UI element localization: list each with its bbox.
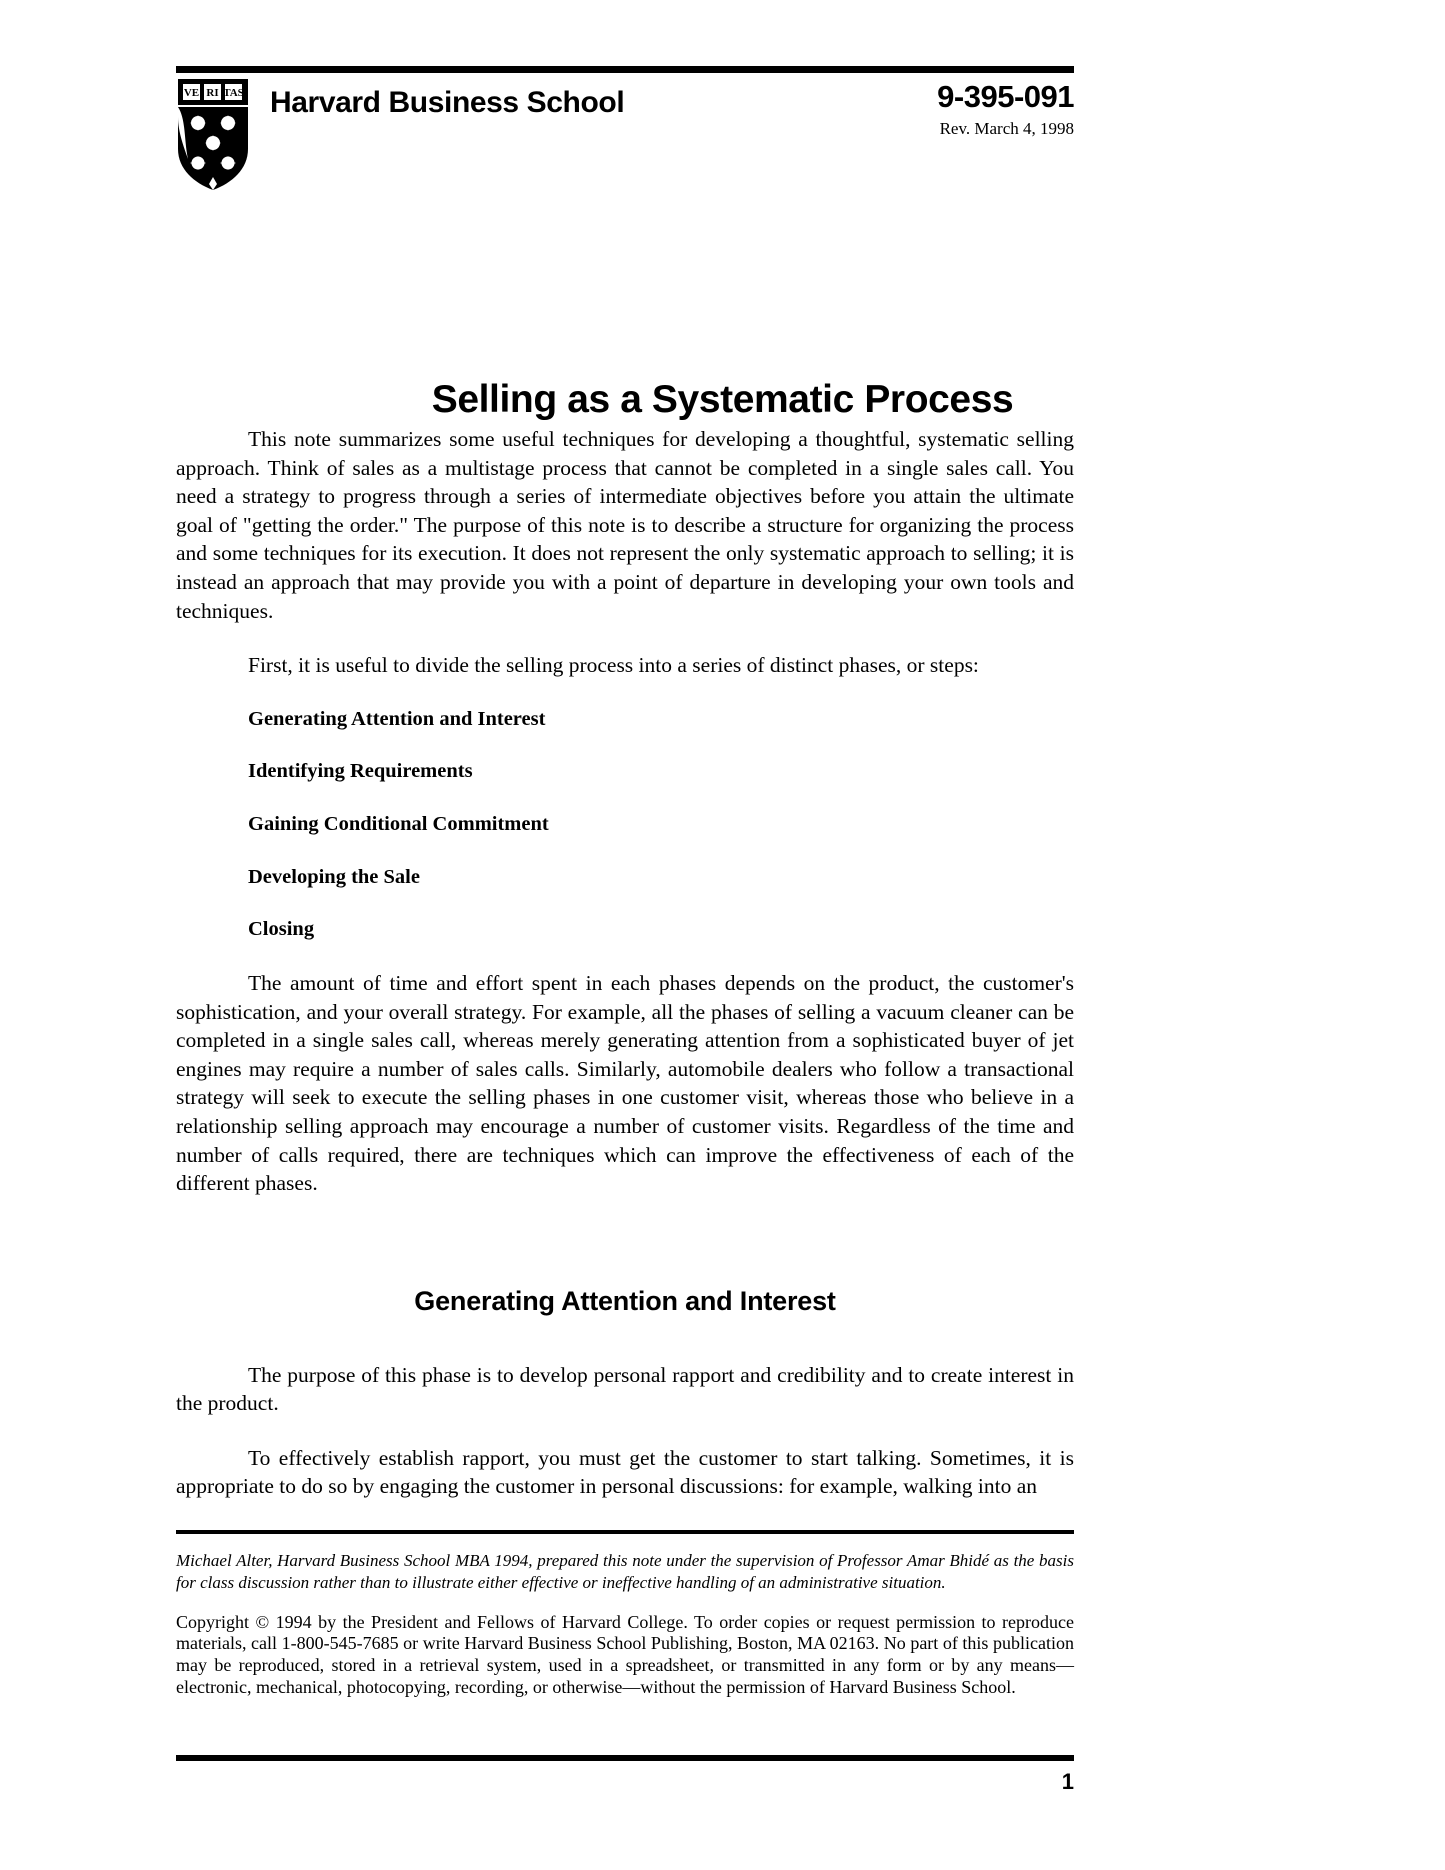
header-top-rule: [176, 66, 1074, 73]
footnote-rule: [176, 1530, 1074, 1534]
paragraph-establish-rapport: To effectively establish rapport, you must get the customer to start talking. Sometimes, it is appropriate to do so by engaging the customer in personal discussions: for example, walking into an: [176, 1445, 1074, 1499]
spacer: [176, 943, 1074, 969]
copyright-notice: Copyright © 1994 by the President and Fellows of Harvard College. To order copies or request permission to reproduce materials, call 1-800-545-7685 or write Harvard Business School Publishing, Boston, MA 02163. No part of this publication may be reproduced, stored in a retrieval system, used in a spreadsheet, or transmitted in any form or by any means—electronic, mechanical, photocopying, recording, or otherwise—without the permission of Harvard Business School.: [176, 1611, 1074, 1698]
list-item: Generating Attention and Interest: [248, 707, 546, 730]
paragraph-intro: This note summarizes some useful techniques for developing a thoughtful, systematic selling approach. Think of sales as a multistage process that cannot be completed in a single sales call. You need a strategy to progress through a series of intermediate objectives before you attain the ultimate goal of "getting the order." The purpose of this note is to describe a structure for organizing the process and some techniques for its execution. It does not represent the only systematic approach to selling; it is instead an approach that may provide you with a point of departure in developing your own tools and techniques.: [176, 427, 1074, 623]
spacer: [176, 1317, 1074, 1361]
svg-text:TAS: TAS: [223, 87, 244, 99]
document-number: 9-395-091: [937, 79, 1074, 114]
list-item: Developing the Sale: [248, 865, 420, 888]
selling-phases-list: [176, 706, 1074, 943]
section-heading-generating-attention: Generating Attention and Interest: [414, 1285, 836, 1316]
paragraph-time-effort: The amount of time and effort spent in each phases depends on the product, the customer's sophistication, and your overall strategy. For example, all the phases of selling a vacuum cleaner can be completed in a single sales call, whereas merely generating attention from a sophisticated buyer of jet engines may require a number of sales calls. Similarly, automobile dealers who follow a transactional strategy will seek to execute the selling phases in one customer visit, whereas those who believe in a relationship selling approach may encourage a number of customer visits. Regardless of the time and number of calls required, there are techniques which can improve the effectiveness of each of the different phases.: [176, 970, 1074, 1196]
harvard-shield-veritas-logo-icon: [176, 79, 250, 196]
paragraph-phases-lead: First, it is useful to divide the selling process into a series of distinct phases, or steps:: [248, 653, 979, 678]
footer-rule: [176, 1755, 1074, 1761]
list-item: Identifying Requirements: [248, 760, 473, 783]
footnote-block: [176, 1530, 1074, 1699]
page-footer: [176, 1755, 1074, 1795]
revision-date: Rev. March 4, 1998: [939, 118, 1074, 138]
paragraph-phase-purpose: The purpose of this phase is to develop personal rapport and credibility and to create interest in the product.: [176, 1362, 1074, 1416]
author-credit: Michael Alter, Harvard Business School MBA 1994, prepared this note under the supervision of Professor Amar Bhidé as the basis for class discussion rather than to illustrate either effective or ineffective handling of an administrative situation.: [176, 1551, 1074, 1592]
school-name: Harvard Business School: [270, 86, 625, 119]
page-header: [176, 66, 1074, 196]
spacer: [176, 1242, 1074, 1286]
list-item: Gaining Conditional Commitment: [248, 813, 549, 836]
page-title: Selling as a Systematic Process: [431, 378, 1014, 422]
list-item: Closing: [248, 918, 315, 941]
svg-text:RI: RI: [206, 87, 219, 99]
spacer: [176, 625, 1074, 651]
document-body: [176, 425, 1074, 1501]
svg-text:VE: VE: [183, 87, 200, 99]
spacer: [176, 680, 1074, 706]
spacer: [176, 1418, 1074, 1444]
page-number: 1: [1061, 1769, 1074, 1794]
spacer: [176, 1198, 1074, 1242]
